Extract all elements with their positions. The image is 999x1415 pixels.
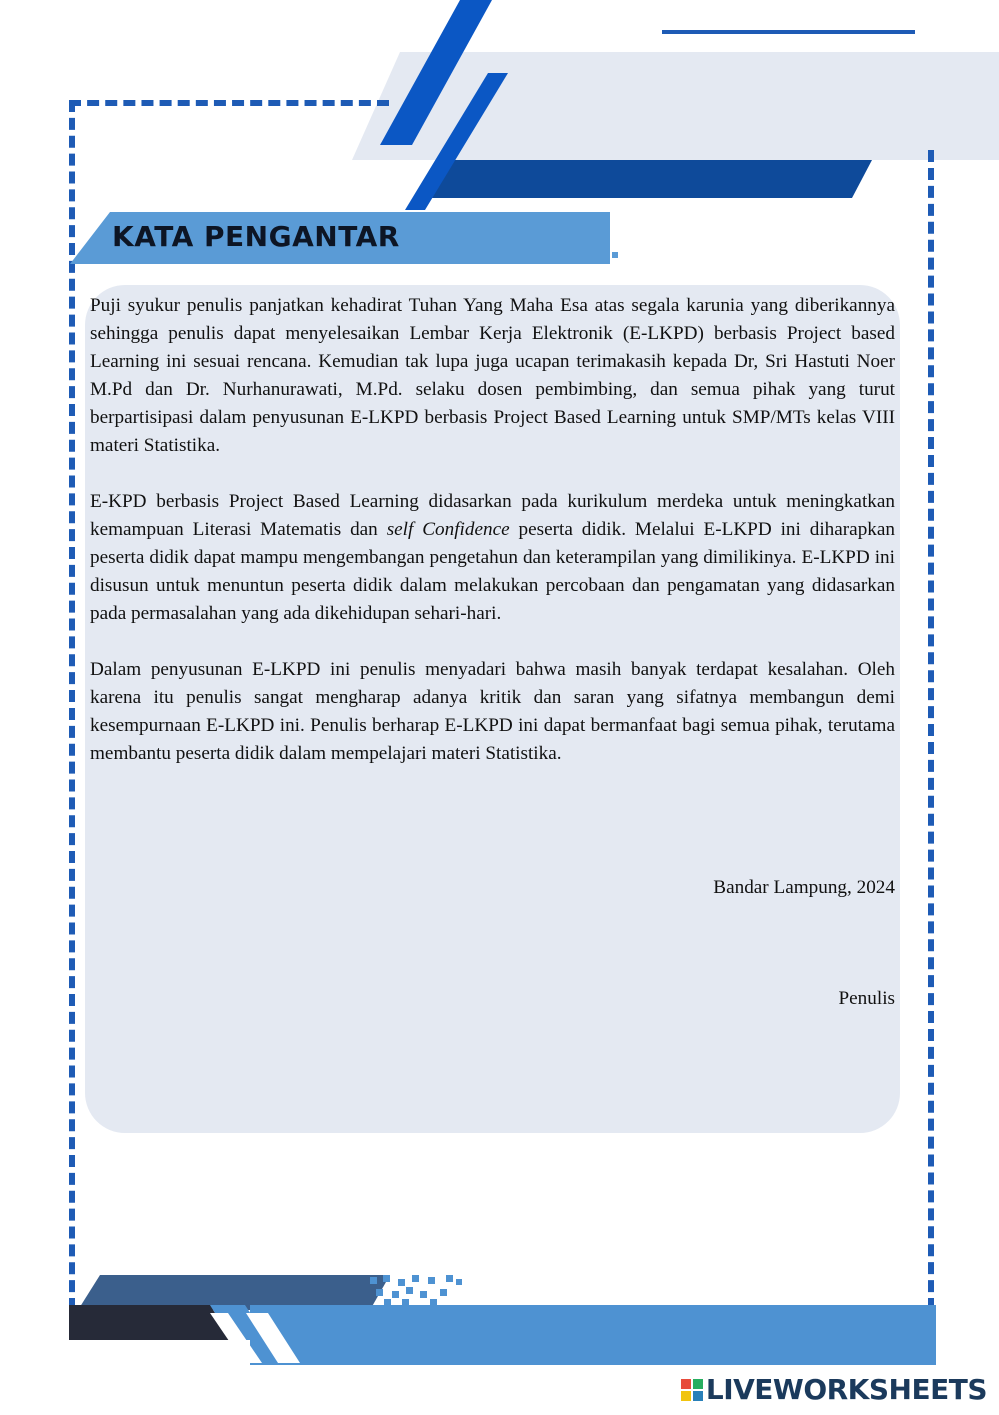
footer-navy-block	[69, 1305, 232, 1340]
frame-dashed-top	[69, 100, 389, 106]
liveworksheets-watermark	[681, 1374, 987, 1406]
footer-pixel-cluster	[370, 1275, 462, 1306]
footer-decoration	[0, 1265, 999, 1375]
footer-slate-band	[78, 1275, 390, 1310]
body-text	[90, 292, 895, 796]
frame-dashed-left	[69, 100, 75, 1310]
frame-dashed-right	[928, 150, 934, 1310]
liveworksheets-logo-icon	[681, 1379, 703, 1401]
paragraph-2: E-KPD berbasis Project Based Learning didasarkan pada kurikulum merdeka untuk meningkatkan kemampuan Literasi Matematis dan self Confidence peserta didik. Melalui E-LKPD ini diharapkan peserta didik dapat mampu mengembangan pengetahun dan keterampilan yang dimilikinya. E-LKPD ini disusun untuk menuntun peserta didik dalam melakukan percobaan dan pengamatan yang didasarkan pada permasalahan yang ada dikehidupan sehari-hari.	[90, 491, 895, 624]
closing-place-date: Bandar Lampung, 2024	[713, 877, 895, 898]
header-navy-band	[432, 160, 872, 198]
closing-author: Penulis	[838, 988, 895, 1009]
liveworksheets-label: LIVEWORKSHEETS	[705, 1373, 987, 1406]
page-title: KATA PENGANTAR	[112, 220, 400, 253]
paragraph-3: Dalam penyusunan E-LKPD ini penulis menyadari bahwa masih banyak terdapat kesalahan. Oleh karena itu penulis sangat mengharap adanya kritik dan saran yang sifatnya membangun demi kesempurnaan E-LKPD ini. Penulis berharap E-LKPD ini dapat bermanfaat bagi semua pihak, terutama membantu peserta didik dalam mempelajari materi Statistika.	[90, 659, 895, 764]
footer-light-band	[250, 1305, 936, 1365]
paragraph-1: Puji syukur penulis panjatkan kehadirat Tuhan Yang Maha Esa atas segala karunia yang diberikannya sehingga penulis dapat menyelesaikan Lembar Kerja Elektronik (E-LKPD) berbasis Project based Learning ini sesuai rencana. Kemudian tak lupa juga ucapan terimakasih kepada Dr, Sri Hastuti Noer M.Pd dan Dr. Nurhanurawati, M.Pd. selaku dosen pembimbing, dan semua pihak yang turut berpartisipasi dalam penyusunan E-LKPD berbasis Project Based Learning untuk SMP/MTs kelas VIII materi Statistika.	[90, 295, 895, 456]
